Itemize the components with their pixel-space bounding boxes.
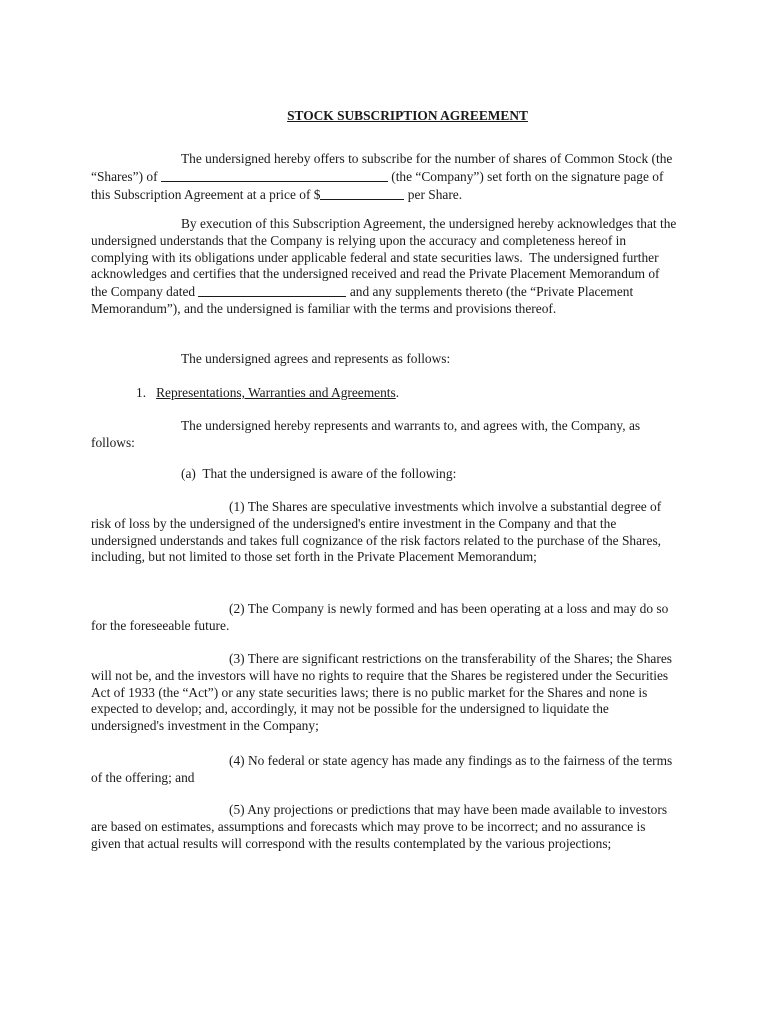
- section-1-number: 1.: [136, 385, 147, 400]
- section-1-heading: [136, 385, 399, 402]
- paragraph-acknowledgement-text-a: By execution of this Subscription Agreement, the undersigned hereby acknowledges that the undersigned understands that the Company is relying upon the accuracy and completeness hereof in complying with its obligations under applicable federal and state securities laws. The undersigned further acknowledges and certifies that the undersigned received and read the Private Placement Memorandum of the Company dated: [91, 216, 677, 300]
- paragraph-acknowledgement: [91, 216, 677, 318]
- paragraph-acknowledgement-text-b: and any supplements thereto (the “Private Placement Memorandum”), and the undersigned is familiar with the terms and provisions thereof.: [91, 284, 634, 316]
- company-name-blank[interactable]: [161, 169, 388, 182]
- sub-item-1: (1) The Shares are speculative investments which involve a substantial degree of risk of loss by the undersigned of the undersigned's entire investment in the Company and that the undersigned understands and takes full cognizance of the risk factors related to the purchase of the Shares, including, but not limited to those set forth in the Private Placement Memorandum;: [91, 499, 662, 565]
- sub-item-4: (4) No federal or state agency has made any findings as to the fairness of the terms of the offering; and: [91, 753, 673, 785]
- paragraph-offer-text-a: The undersigned hereby offers to subscribe for the number of shares of Common Stock (the “Shares”) of: [91, 151, 673, 184]
- sub-item-2: (2) The Company is newly formed and has been operating at a loss and may do so for the foreseeable future.: [91, 601, 669, 633]
- paragraph-offer-text-b: (the “Company”) set forth on the signature page of this Subscription Agreement at a price of $: [91, 168, 664, 202]
- paragraph-offer: [91, 151, 677, 203]
- item-a: (a) That the undersigned is aware of the following:: [181, 466, 457, 481]
- document-title: STOCK SUBSCRIPTION AGREEMENT: [287, 108, 528, 123]
- section-1-title: Representations, Warranties and Agreements: [156, 385, 396, 400]
- sub-item-3: (3) There are significant restrictions on the transferability of the Shares; the Shares will not be, and the investors will have no rights to require that the Shares be registered under the Securities Act of 1933 (the “Act”) or any state securities laws; there is no public market for the Shares and none is expected to develop; and, accordingly, it may not be possible for the undersigned to liquidate the undersigned's investment in the Company;: [91, 651, 672, 734]
- memorandum-date-blank[interactable]: [198, 284, 346, 297]
- sub-item-5: (5) Any projections or predictions that may have been made available to investors are based on estimates, assumptions and forecasts which may prove to be incorrect; and no assurance is given that actual results will correspond with the results contemplated by the various projections;: [91, 802, 668, 851]
- price-blank[interactable]: [320, 187, 404, 200]
- paragraph-agrees: The undersigned agrees and represents as follows:: [181, 351, 451, 366]
- section-1-period: .: [395, 385, 400, 400]
- paragraph-offer-text-c: per Share.: [404, 186, 463, 202]
- paragraph-represents: The undersigned hereby represents and warrants to, and agrees with, the Company, as follows:: [91, 418, 641, 450]
